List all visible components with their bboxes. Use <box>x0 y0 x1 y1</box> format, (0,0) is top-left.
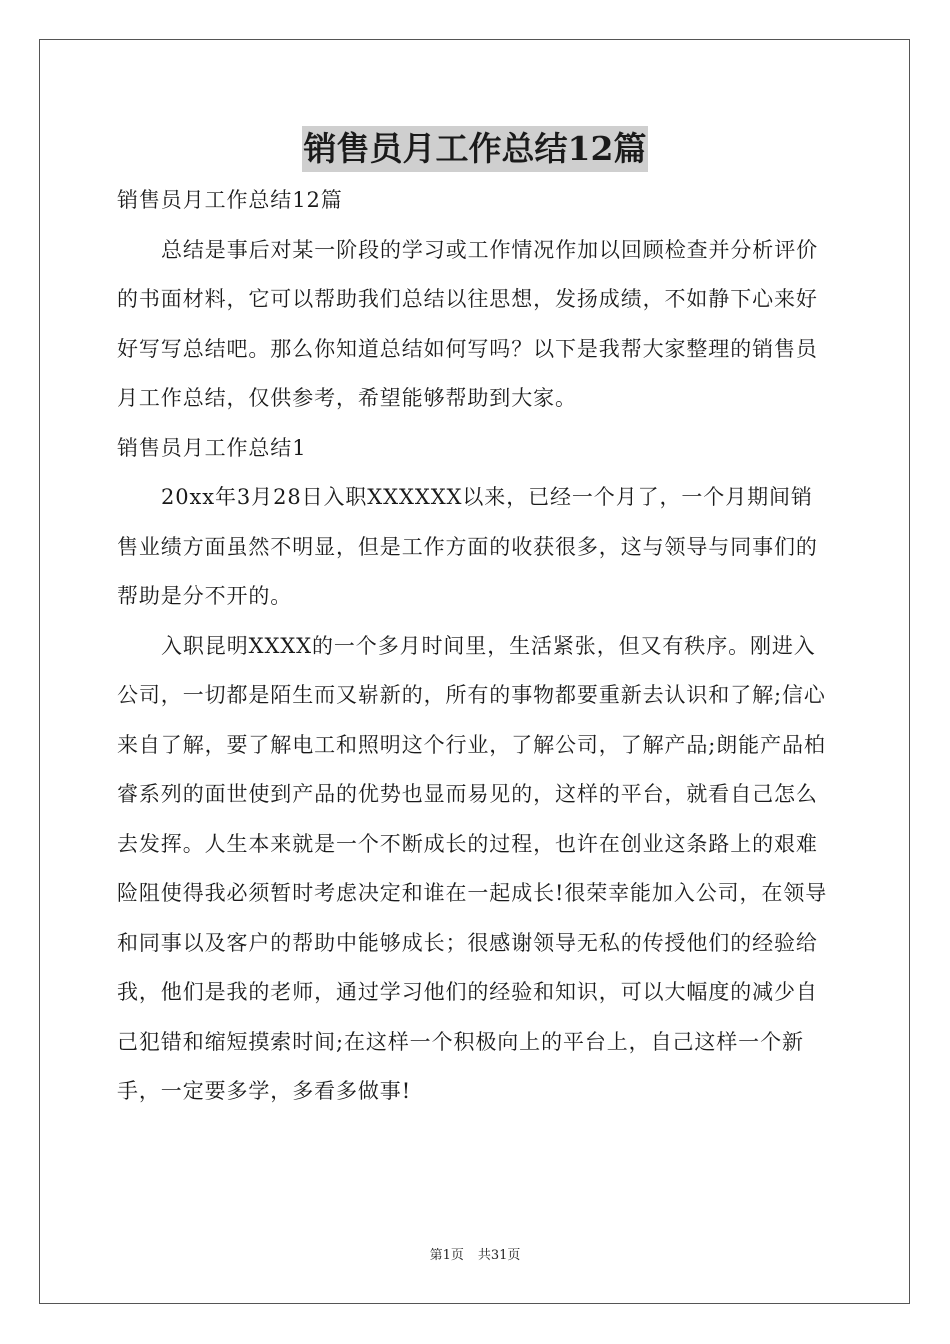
intro-paragraph: 总结是事后对某一阶段的学习或工作情况作加以回顾检查并分析评价的书面材料，它可以帮助我们总结以往思想，发扬成绩，不如静下心来好好写写总结吧。那么你知道总结如何写吗？以下是我帮大家整理的销售员月工作总结，仅供参考，希望能够帮助到大家。 <box>117 237 818 410</box>
page-number: 第1页 <box>429 1248 464 1263</box>
page-total: 共31页 <box>477 1248 521 1263</box>
section-heading: 销售员月工作总结1 <box>117 435 307 460</box>
document-title: 销售员月工作总结12篇 <box>302 126 649 172</box>
document-body <box>117 176 833 1117</box>
body-paragraph: 入职昆明XXXX的一个多月时间里，生活紧张，但又有秩序。刚进入公司，一切都是陌生而又崭新的，所有的事物都要重新去认识和了解;信心来自了解，要了解电工和照明这个行业，了解公司，了解产品;朗能产品柏睿系列的面世使到产品的优势也显而易见的，这样的平台，就看自己怎么去发挥。人生本来就是一个不断成长的过程，也许在创业这条路上的艰难险阻使得我必须暂时考虑决定和谁在一起成长!很荣幸能加入公司，在领导和同事以及客户的帮助中能够成长；很感谢领导无私的传授他们的经验给我，他们是我的老师，通过学习他们的经验和知识，可以大幅度的减少自己犯错和缩短摸索时间;在这样一个积极向上的平台上，自己这样一个新手，一定要多学，多看多做事! <box>117 633 828 1103</box>
body-paragraph: 20xx年3月28日入职XXXXXX以来，已经一个月了，一个月期间销售业绩方面虽然不明显，但是工作方面的收获很多，这与领导与同事们的帮助是分不开的。 <box>117 485 818 608</box>
page-footer <box>0 1244 950 1263</box>
subtitle-line: 销售员月工作总结12篇 <box>117 188 343 212</box>
title-container <box>0 126 950 172</box>
